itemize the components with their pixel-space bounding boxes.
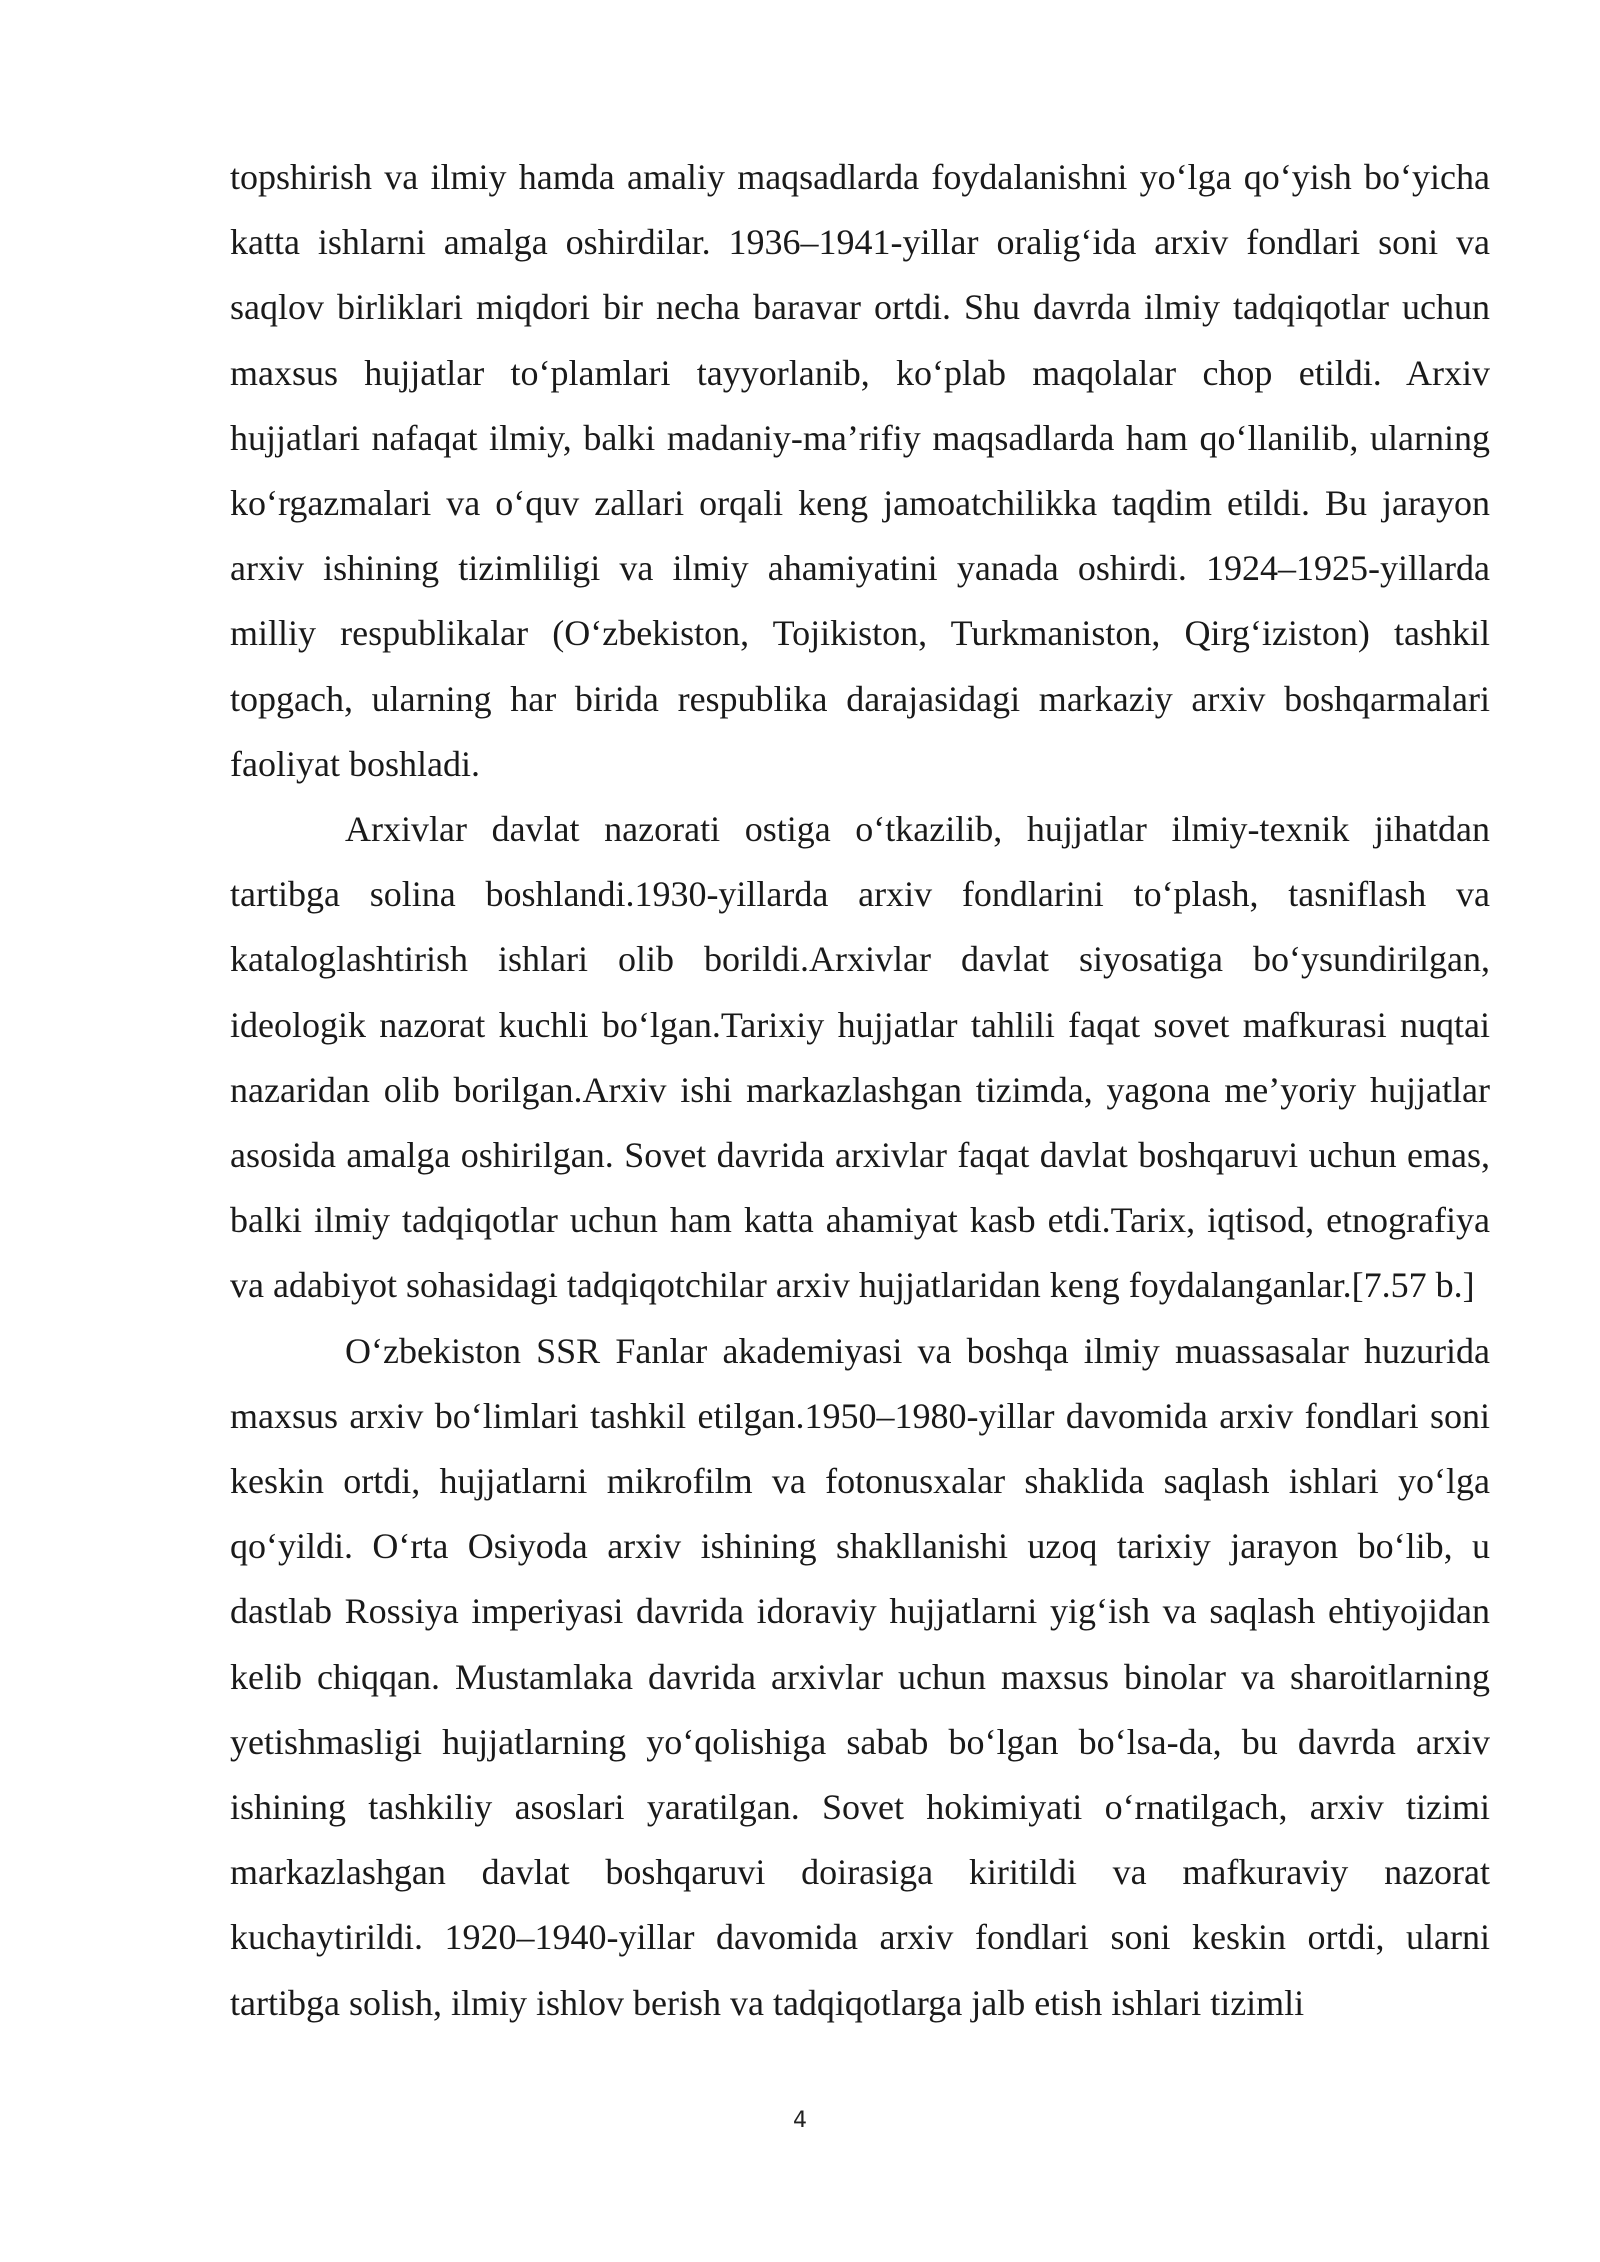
- document-page: [230, 145, 1490, 2036]
- paragraph-3: O‘zbekiston SSR Fanlar akademiyasi va boshqa ilmiy muassasalar huzurida maxsus arxiv bo‘limlari tashkil etilgan.1950–1980-yillar davomida arxiv fondlari soni keskin ortdi, hujjatlarni mikrofilm va fotonusxalar shaklida saqlash ishlari yo‘lga qo‘yildi. O‘rta Osiyoda arxiv ishining shakllanishi uzoq tarixiy jarayon bo‘lib, u dastlab Rossiya imperiyasi davrida idoraviy hujjatlarni yig‘ish va saqlash ehtiyojidan kelib chiqqan. Mustamlaka davrida arxivlar uchun maxsus binolar va sharoitlarning yetishmasligi hujjatlarning yo‘qolishiga sabab bo‘lgan bo‘lsa-da, bu davrda arxiv ishining tashkiliy asoslari yaratilgan. Sovet hokimiyati o‘rnatilgach, arxiv tizimi markazlashgan davlat boshqaruvi doirasiga kiritildi va mafkuraviy nazorat kuchaytirildi. 1920–1940-yillar davomida arxiv fondlari soni keskin ortdi, ularni tartibga solish, ilmiy ishlov berish va tadqiqotlarga jalb etish ishlari tizimli: [230, 1330, 1490, 2023]
- paragraph-2: Arxivlar davlat nazorati ostiga o‘tkazilib, hujjatlar ilmiy-texnik jihatdan tartibga solina boshlandi.1930-yillarda arxiv fondlarini to‘plash, tasniflash va kataloglashtirish ishlari olib borildi.Arxivlar davlat siyosatiga bo‘ysundirilgan, ideologik nazorat kuchli bo‘lgan.Tarixiy hujjatlar tahlili faqat sovet mafkurasi nuqtai nazaridan olib borilgan.Arxiv ishi markazlashgan tizimda, yagona me’yoriy hujjatlar asosida amalga oshirilgan. Sovet davrida arxivlar faqat davlat boshqaruvi uchun emas, balki ilmiy tadqiqotlar uchun ham katta ahamiyat kasb etdi.Tarix, iqtisod, etnografiya va adabiyot sohasidagi tadqiqotchilar arxiv hujjatlaridan keng foydalanganlar.[7.57 b.]: [230, 809, 1490, 1306]
- paragraph-1: topshirish va ilmiy hamda amaliy maqsadlarda foydalanishni yo‘lga qo‘yish bo‘yicha katta ishlarni amalga oshirdilar. 1936–1941-yillar oralig‘ida arxiv fondlari soni va saqlov birliklari miqdori bir necha baravar ortdi. Shu davrda ilmiy tadqiqotlar uchun maxsus hujjatlar to‘plamlari tayyorlanib, ko‘plab maqolalar chop etildi. Arxiv hujjatlari nafaqat ilmiy, balki madaniy-ma’rifiy maqsadlarda ham qo‘llanilib, ularning ko‘rgazmalari va o‘quv zallari orqali keng jamoatchilikka taqdim etildi. Bu jarayon arxiv ishining tizimliligi va ilmiy ahamiyatini yanada oshirdi. 1924–1925-yillarda milliy respublikalar (O‘zbekiston, Tojikiston, Turkmaniston, Qirg‘iziston) tashkil topgach, ularning har birida respublika darajasidagi markaziy arxiv boshqarmalari faoliyat boshladi.: [230, 157, 1490, 784]
- page-number: 4: [793, 2108, 807, 2133]
